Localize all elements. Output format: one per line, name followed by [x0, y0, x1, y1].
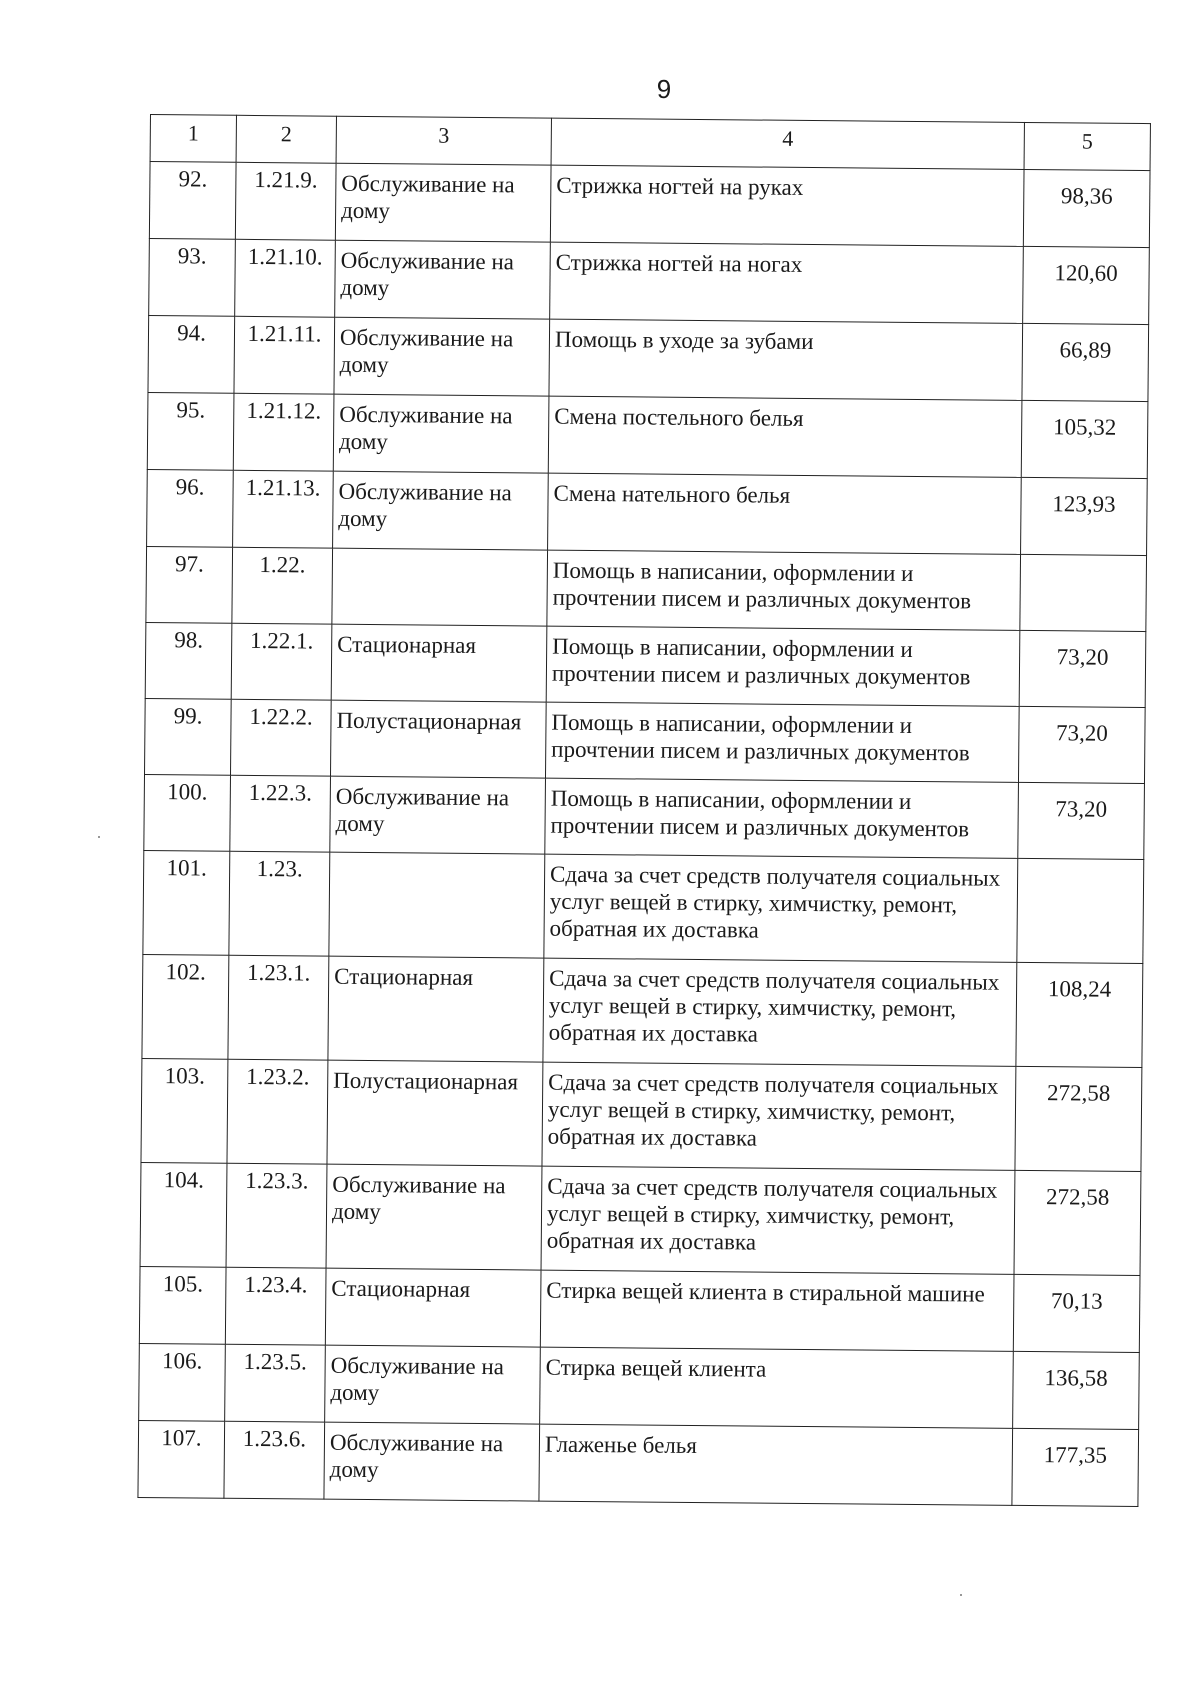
price-cell: 272,58	[1015, 1066, 1142, 1171]
service-code-cell: 1.21.11.	[234, 316, 335, 394]
price-cell: 272,58	[1014, 1170, 1141, 1275]
price-cell: 66,89	[1022, 323, 1149, 401]
service-form-cell: Обслуживание на дому	[333, 394, 549, 473]
price-cell: 73,20	[1018, 706, 1145, 783]
service-code-cell: 1.23.6.	[224, 1421, 325, 1499]
service-name-cell: Смена нательного белья	[548, 473, 1022, 554]
service-name-cell: Стрижка ногтей на ногах	[550, 242, 1024, 323]
price-cell: 98,36	[1023, 169, 1150, 247]
service-name-cell: Помощь в написании, оформлении и прочтении писем и различных документов	[545, 702, 1019, 782]
service-code-cell: 1.22.1.	[231, 623, 332, 700]
table-row	[140, 1162, 1141, 1275]
price-cell: 108,24	[1016, 962, 1143, 1067]
service-form-cell: Обслуживание на дому	[334, 317, 550, 396]
price-cell	[1020, 554, 1147, 631]
price-cell: 105,32	[1021, 400, 1148, 478]
header-cell-4: 4	[551, 118, 1024, 169]
header-cell-2: 2	[236, 115, 336, 163]
row-number-cell: 105.	[139, 1266, 226, 1344]
row-number-cell: 107.	[138, 1420, 225, 1498]
service-name-cell: Стирка вещей клиента	[540, 1347, 1014, 1428]
price-cell: 136,58	[1013, 1351, 1140, 1429]
table-row	[142, 954, 1143, 1067]
service-form-cell	[332, 548, 548, 626]
price-cell: 120,60	[1023, 246, 1150, 324]
table-row	[144, 774, 1145, 859]
row-number-cell: 98.	[145, 622, 232, 699]
header-cell-3: 3	[336, 116, 551, 165]
row-number-cell: 97.	[146, 546, 233, 623]
row-number-cell: 93.	[149, 238, 236, 316]
service-form-cell: Стационарная	[325, 1268, 541, 1347]
service-form-cell: Обслуживание на дому	[333, 471, 549, 550]
service-form-cell	[329, 852, 545, 958]
row-number-cell: 104.	[140, 1162, 227, 1267]
scan-speck	[98, 836, 100, 838]
service-form-cell: Обслуживание на дому	[335, 163, 551, 242]
table-row	[145, 698, 1146, 783]
service-form-cell: Обслуживание на дому	[326, 1164, 542, 1270]
service-code-cell: 1.21.10.	[235, 239, 336, 317]
row-number-cell: 100.	[144, 774, 231, 851]
service-name-cell: Сдача за счет средств получателя социальных услуг вещей в стирку, химчистку, ремонт, обратная их доставка	[544, 854, 1018, 962]
price-cell: 177,35	[1012, 1428, 1139, 1506]
table-row	[138, 1420, 1139, 1506]
service-name-cell: Сдача за счет средств получателя социальных услуг вещей в стирку, химчистку, ремонт, обратная их доставка	[543, 958, 1017, 1066]
table-row	[147, 469, 1148, 555]
table-row	[141, 1058, 1142, 1171]
service-code-cell: 1.22.3.	[230, 775, 331, 852]
row-number-cell: 101.	[143, 850, 230, 955]
service-code-cell: 1.23.1.	[228, 955, 329, 1060]
service-form-cell: Стационарная	[328, 956, 544, 1062]
service-form-cell: Обслуживание на дому	[330, 776, 546, 854]
row-number-cell: 92.	[149, 162, 236, 240]
row-number-cell: 96.	[147, 469, 234, 547]
service-form-cell: Полустационарная	[330, 700, 546, 778]
table-row	[149, 162, 1150, 248]
service-name-cell: Помощь в написании, оформлении и прочтении писем и различных документов	[547, 550, 1021, 630]
row-number-cell: 94.	[148, 315, 235, 393]
service-form-cell: Полустационарная	[327, 1060, 543, 1166]
row-number-cell: 102.	[142, 954, 229, 1059]
service-name-cell: Помощь в написании, оформлении и прочтении писем и различных документов	[545, 778, 1019, 858]
service-name-cell: Стирка вещей клиента в стиральной машине	[540, 1270, 1014, 1351]
service-name-cell: Сдача за счет средств получателя социальных услуг вещей в стирку, химчистку, ремонт, обратная их доставка	[541, 1166, 1015, 1274]
header-cell-5: 5	[1024, 122, 1150, 170]
service-code-cell: 1.23.4.	[225, 1267, 326, 1345]
service-code-cell: 1.21.12.	[233, 393, 334, 471]
service-code-cell: 1.21.9.	[235, 162, 336, 240]
row-number-cell: 99.	[145, 698, 232, 775]
scan-speck	[960, 1594, 962, 1596]
price-cell: 73,20	[1018, 782, 1145, 859]
service-form-cell: Обслуживание на дому	[335, 240, 551, 319]
tariff-table	[137, 114, 1151, 1507]
row-number-cell: 95.	[147, 392, 234, 470]
price-cell: 70,13	[1013, 1274, 1140, 1352]
service-form-cell: Обслуживание на дому	[325, 1345, 541, 1424]
price-cell: 73,20	[1019, 630, 1146, 707]
table-row	[139, 1343, 1140, 1429]
service-form-cell: Стационарная	[331, 624, 547, 702]
service-name-cell: Сдача за счет средств получателя социальных услуг вещей в стирку, химчистку, ремонт, обратная их доставка	[542, 1062, 1016, 1170]
service-name-cell: Помощь в написании, оформлении и прочтении писем и различных документов	[546, 626, 1020, 706]
table-row	[149, 238, 1150, 324]
service-code-cell: 1.23.	[229, 851, 330, 956]
row-number-cell: 106.	[139, 1343, 226, 1421]
service-name-cell: Смена постельного белья	[548, 396, 1022, 477]
table-row	[143, 850, 1144, 963]
table-row	[139, 1266, 1140, 1352]
service-code-cell: 1.23.3.	[226, 1163, 327, 1268]
service-code-cell: 1.22.2.	[231, 699, 332, 776]
table-row	[148, 315, 1149, 401]
header-cell-1: 1	[150, 115, 236, 163]
table-row	[146, 546, 1147, 631]
table-row	[145, 622, 1146, 707]
service-code-cell: 1.21.13.	[233, 470, 334, 548]
service-name-cell: Глаженье белья	[539, 1424, 1013, 1505]
service-form-cell: Обслуживание на дому	[324, 1422, 540, 1501]
price-cell: 123,93	[1021, 477, 1148, 555]
service-code-cell: 1.22.	[232, 547, 333, 624]
service-code-cell: 1.23.5.	[225, 1344, 326, 1422]
table-body	[138, 115, 1151, 1507]
row-number-cell: 103.	[141, 1058, 228, 1163]
price-cell	[1017, 858, 1144, 963]
service-name-cell: Помощь в уходе за зубами	[549, 319, 1023, 400]
page-number: 9	[656, 74, 672, 104]
table-row	[147, 392, 1148, 478]
service-name-cell: Стрижка ногтей на руках	[550, 165, 1024, 246]
service-code-cell: 1.23.2.	[227, 1059, 328, 1164]
